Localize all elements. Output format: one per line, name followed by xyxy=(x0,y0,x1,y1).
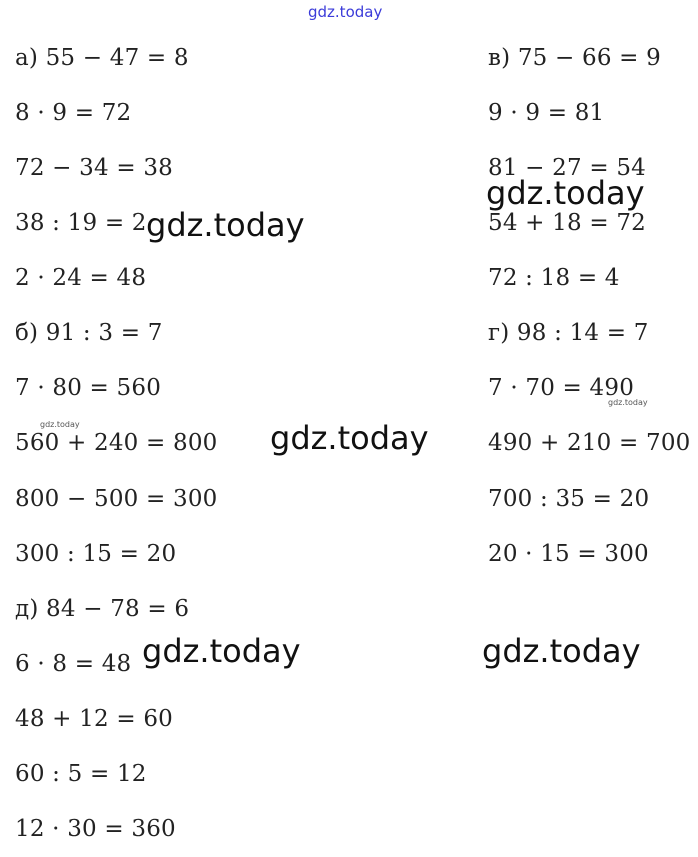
watermark: gdz.today xyxy=(270,419,429,457)
equation-line: г) 98 : 14 = 7 xyxy=(488,320,649,346)
equation-line: 490 + 210 = 700 xyxy=(488,430,691,456)
equation-line: 560 + 240 = 800 xyxy=(15,430,218,456)
watermark-small: gdz.today xyxy=(40,420,80,429)
equation-line: 300 : 15 = 20 xyxy=(15,541,177,567)
equation-line: 38 : 19 = 2 xyxy=(15,210,147,236)
equation-line: а) 55 − 47 = 8 xyxy=(15,45,189,71)
equation-line: 54 + 18 = 72 xyxy=(488,210,646,236)
watermark: gdz.today xyxy=(482,632,641,670)
equation-line: 8 · 9 = 72 xyxy=(15,100,132,126)
watermark: gdz.today xyxy=(142,632,301,670)
equation-line: б) 91 : 3 = 7 xyxy=(15,320,163,346)
equation-line: д) 84 − 78 = 6 xyxy=(15,596,190,622)
watermark-small: gdz.today xyxy=(608,398,648,407)
equation-line: 6 · 8 = 48 xyxy=(15,651,132,677)
watermark: gdz.today xyxy=(146,206,305,244)
equation-line: 7 · 70 = 490 xyxy=(488,375,635,401)
equation-line: 2 · 24 = 48 xyxy=(15,265,147,291)
equation-line: 20 · 15 = 300 xyxy=(488,541,649,567)
equation-line: 800 − 500 = 300 xyxy=(15,486,218,512)
watermark-top: gdz.today xyxy=(308,3,383,21)
equation-line: 700 : 35 = 20 xyxy=(488,486,650,512)
equation-line: 9 · 9 = 81 xyxy=(488,100,605,126)
equation-line: 72 : 18 = 4 xyxy=(488,265,620,291)
equation-line: 81 − 27 = 54 xyxy=(488,155,646,181)
equation-line: 48 + 12 = 60 xyxy=(15,706,173,732)
equation-line: 60 : 5 = 12 xyxy=(15,761,147,787)
watermark: gdz.today xyxy=(486,174,645,212)
equation-line: 12 · 30 = 360 xyxy=(15,816,176,842)
equation-line: 7 · 80 = 560 xyxy=(15,375,162,401)
equation-line: 72 − 34 = 38 xyxy=(15,155,173,181)
equation-line: в) 75 − 66 = 9 xyxy=(488,45,661,71)
